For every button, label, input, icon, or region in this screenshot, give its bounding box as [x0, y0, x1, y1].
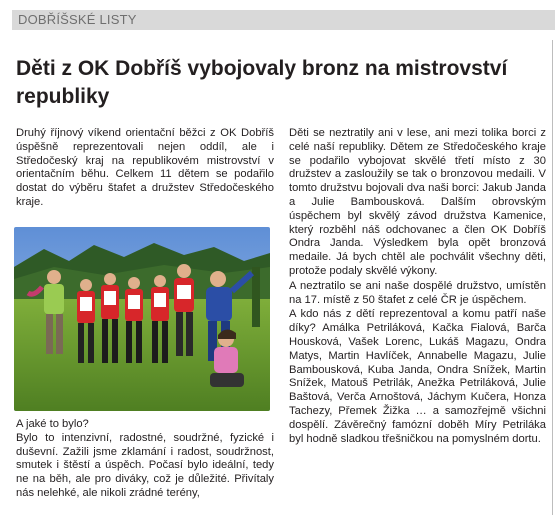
article-headline: Děti z OK Dobříš vybojovaly bronz na mistrovství republiky: [16, 57, 508, 108]
body-paragraph: Děti se neztratily ani v lese, ani mezi tolika borci z celé naší republiky. Dětem ze Středočeského kraje se podařilo vybojovat skvělé třetí místo z 30 družstev a zasloužily se tak o bronzovou medaili. V tomto družstvu bojovali dva naši borci: Jakub Janda a Julie Bambousková. Dalším obrovským úspěchem byl skvělý závod družstva Kamenice, který rozběhl náš odchovanec a člen OK Dobříš Ondra Janda. Výsledkem byla opět bronzová medaile. Já bych chtěl ale pochválit všechny děti, protože podaly skvělé výkony.: [289, 127, 546, 277]
team-photo: [14, 227, 270, 411]
intro-paragraph: Druhý říjnový víkend orientační běžci z OK Dobříš úspěšně reprezentovali nejen oddíl, ale i Středočeský kraj na republikovém mistrovství v orientačním běhu. Celkem 11 dětem se podařilo dostat do výběru štafet a družstev Středočeského kraje.: [16, 127, 274, 208]
section-title: DOBŘÍŠSKÉ LISTY: [18, 12, 137, 27]
section-header-band: [12, 10, 555, 30]
body-paragraph: A neztratilo se ani naše dospělé družstvo, umístěn na 17. místě z 50 štafet z celé ČR je úspěchem.: [289, 279, 546, 306]
body-paragraph: A kdo nás z dětí reprezentoval a komu patří naše díky? Amálka Petriláková, Kačka Fialová, Barča Housková, Vašek Lorenc, Lukáš Magazu, Ondra Matys, Martin Havlíček, Annabelle Magazu, Julie Bambousková, Kuba Janda, Ondra Snížek, Martin Snížek, Matouš Petrilák, Anežka Petriláková, Julie Baštová, Verča Arnoštová, Jáchym Kučera, Honza Tachezy, Přemek Žižka … a samozřejmě všichni dospělí. Závěrečný famózní doběh Míry Petriláka byl hodně sladkou třešničkou na pomyslném dortu.: [289, 308, 546, 445]
body-paragraph: Bylo to intenzivní, radostné, soudržné, fyzické i duševní. Zažili jsme zklamání i radost, soudržnost, smutek i štěstí a úspěch. Počasí bylo ideální, tedy ne na běh, ale pro diváky, což je důležité. Přivítaly nás nelehké, ale nikoli zrádné terény,: [16, 431, 274, 499]
page-edge-rule: [552, 40, 553, 515]
article-right-column: [289, 127, 546, 446]
article-left-bottom: [16, 418, 274, 501]
subheading: A jaké to bylo?: [16, 418, 89, 430]
article-intro: [16, 127, 274, 210]
